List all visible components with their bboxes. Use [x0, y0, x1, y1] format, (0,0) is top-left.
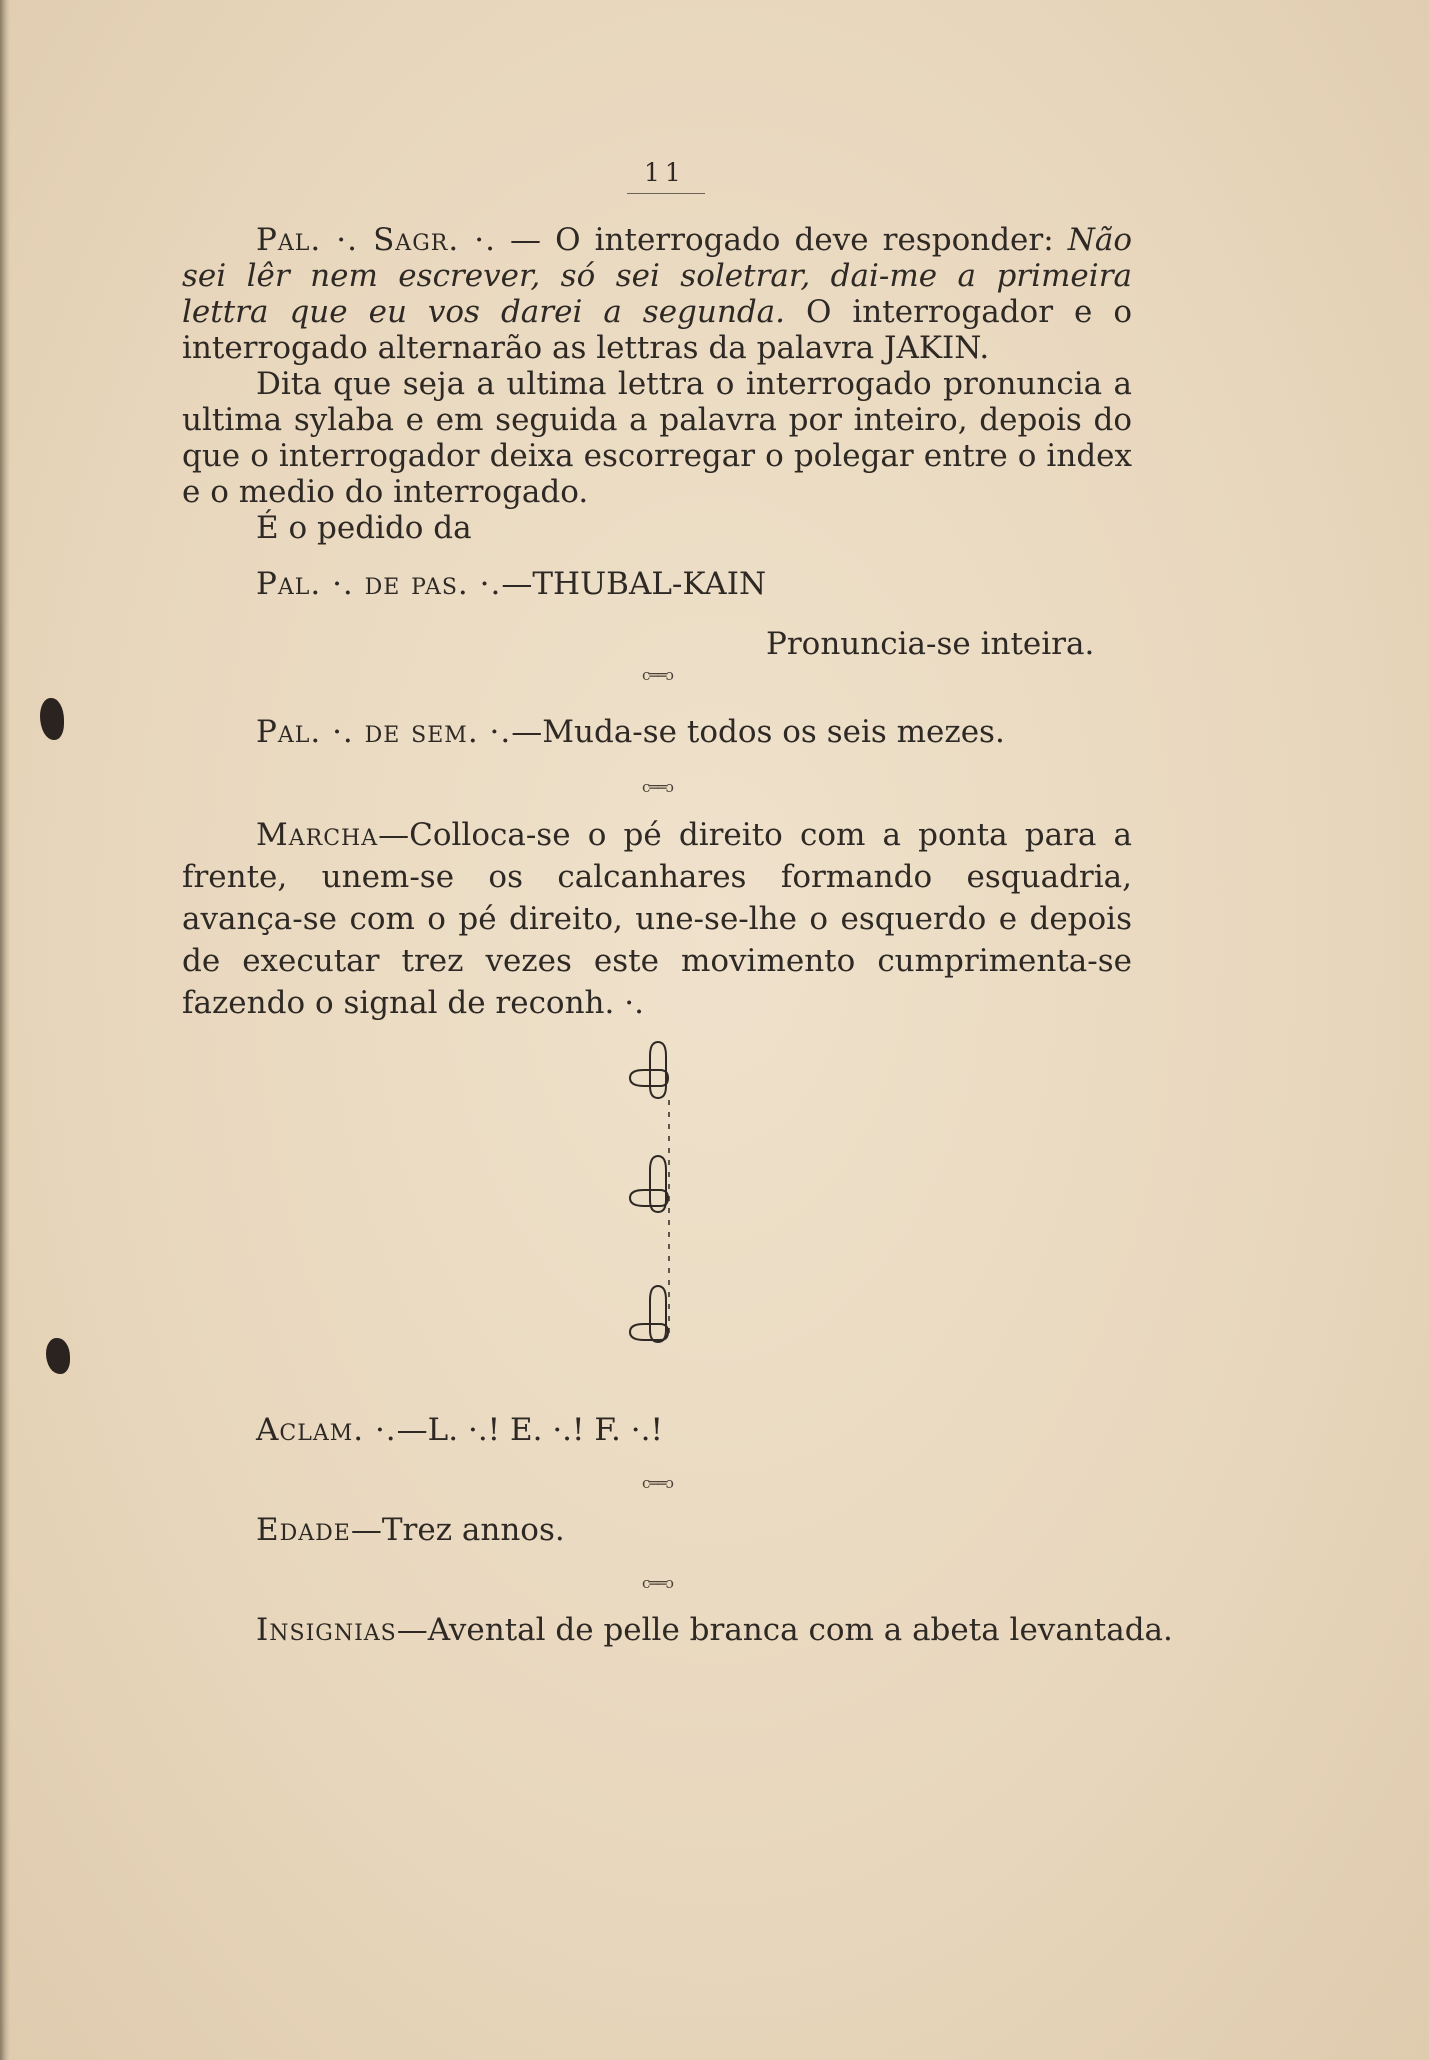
binding-hole	[40, 698, 64, 740]
paragraph-marcha	[182, 814, 1132, 1024]
paragraph-pal-sagr	[182, 222, 1132, 366]
pal-de-sem-text: —Muda-se todos os seis mezes.	[511, 714, 1005, 750]
insignias-text: —Avental de pelle branca com a abeta levantada.	[396, 1612, 1173, 1648]
foot-step-2	[624, 1150, 694, 1220]
edade-text: —Trez annos.	[350, 1512, 565, 1548]
page-number: 11	[644, 158, 686, 187]
pal-de-pas-text: —THUBAL-KAIN	[501, 566, 767, 602]
section-ornament: c══ɔ	[642, 1474, 673, 1492]
section-ornament: c══ɔ	[642, 1574, 673, 1592]
pronuncia-note: Pronuncia-se inteira.	[766, 626, 1095, 662]
pal-de-sem-label: Pal. ·. de sem. ·.	[256, 714, 512, 750]
section-ornament: c══ɔ	[642, 778, 673, 796]
page-left-edge	[0, 0, 10, 2060]
paragraph-pedido: É o pedido da	[256, 510, 472, 546]
pal-sagr-quote: Não sei lêr nem escrever, só sei soletrar, dai-me a primeira lettra que eu vos darei a segunda.	[182, 222, 1133, 330]
section-ornament: c══ɔ	[642, 666, 673, 684]
insignias	[256, 1612, 1173, 1648]
pal-sagr-rest: O interrogador e o interrogado alternarão as lettras da palavra JAKIN.	[182, 294, 1132, 366]
aclam	[256, 1412, 663, 1448]
page-number-rule	[627, 193, 705, 194]
pal-de-pas	[256, 566, 766, 602]
foot-step-3	[624, 1280, 694, 1350]
pal-de-pas-label: Pal. ·. de pas. ·.	[256, 566, 502, 602]
foot-step-1	[624, 1036, 694, 1106]
aclam-text: —L. ·.! E. ·.! F. ·.!	[396, 1412, 663, 1448]
aclam-label: Aclam. ·.	[256, 1412, 397, 1448]
marcha-label: Marcha	[256, 817, 379, 853]
footsteps-path	[664, 1100, 674, 1360]
paragraph-dita: Dita que seja a ultima lettra o interrogado pronuncia a ultima sylaba e em seguida a palavra por inteiro, depois do que o interrogador deixa escorregar o polegar entre o index e o medio do interrogado.	[182, 366, 1132, 510]
pal-sagr-text: — O interrogado deve responder:	[495, 222, 1068, 258]
edade-label: Edade	[256, 1512, 351, 1548]
pal-sagr-label: Pal. ·. Sagr. ·.	[256, 222, 496, 258]
pal-de-sem	[256, 714, 1005, 750]
edade	[256, 1512, 565, 1548]
binding-hole	[46, 1338, 70, 1374]
insignias-label: Insignias	[256, 1612, 397, 1648]
marcha-text: —Colloca-se o pé direito com a ponta para a frente, unem-se os calcanhares formando esquadria, avança-se com o pé direito, une-se-lhe o esquerdo e depois de executar trez vezes este movimento cumprimenta-se fazendo o signal de reconh. ·.	[182, 817, 1132, 1021]
